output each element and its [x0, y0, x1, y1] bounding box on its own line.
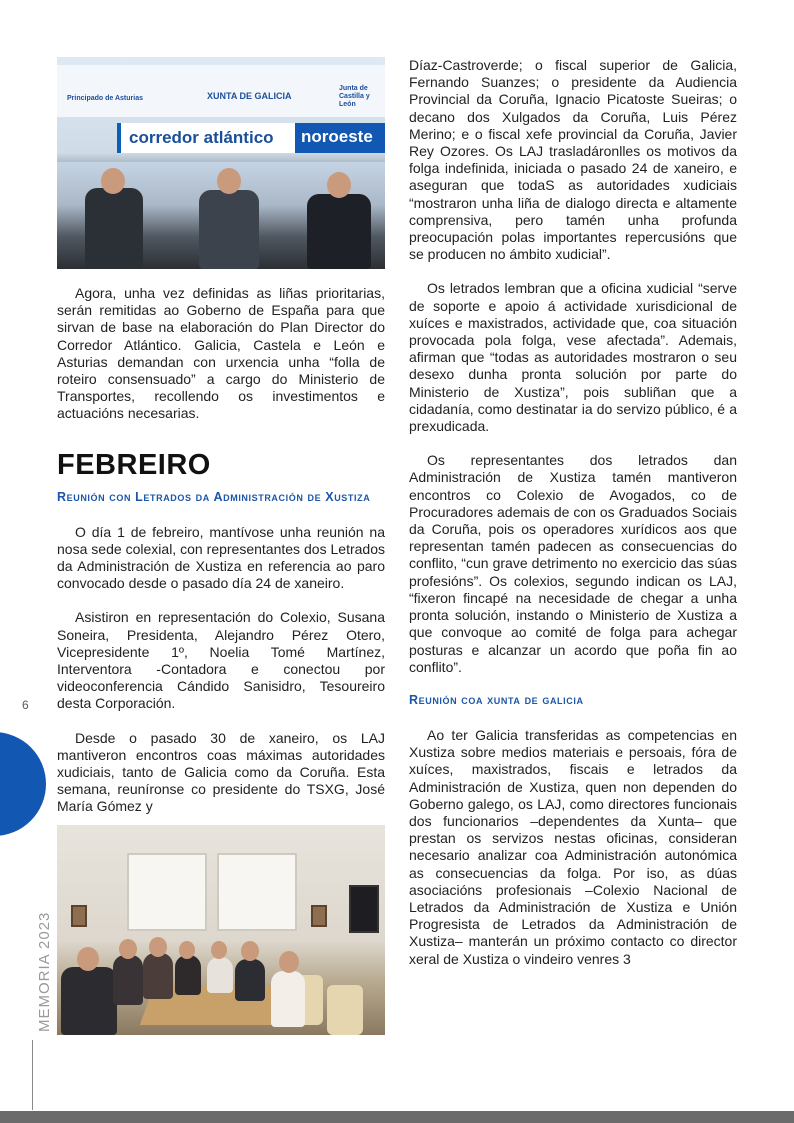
attendee — [175, 955, 201, 995]
attendee — [113, 955, 143, 1005]
panelist-right — [307, 194, 371, 269]
side-divider-line — [32, 1040, 33, 1110]
attendee-head — [119, 939, 137, 959]
panelist-left-head — [101, 168, 125, 194]
panelist-right-head — [327, 172, 351, 198]
attendee-head — [211, 941, 227, 959]
wall-frame-right — [311, 905, 327, 927]
panelist-center-head — [217, 168, 241, 194]
attendee — [143, 953, 173, 999]
paragraph-feb-1: O día 1 de febreiro, mantívose unha reunión na nosa sede colexial, con representantes dos Letrados da Administración de Xustiza en referencia ao paro convocado desde o pasado día 24 de xaneiro. — [57, 523, 385, 592]
attendee — [271, 971, 305, 1027]
page-number: 6 — [22, 698, 29, 712]
panelist-left — [85, 188, 143, 269]
section-subheading-xunta: Reunión coa xunta de galicia — [409, 692, 584, 707]
month-heading: FEBREIRO — [57, 448, 211, 481]
attendee-head — [179, 941, 195, 959]
window-right — [217, 853, 297, 931]
accent-circle — [0, 732, 46, 836]
attendee-head — [279, 951, 299, 973]
conference-photo — [57, 57, 385, 269]
asturias-logo: Principado de Asturias — [67, 95, 143, 102]
event-banner — [117, 123, 385, 153]
sponsor-banner — [57, 65, 385, 117]
event-banner-title: corredor atlántico — [129, 128, 274, 147]
side-label: MEMORIA 2023 — [36, 911, 53, 1032]
left-column — [57, 57, 385, 1035]
window-left — [127, 853, 207, 931]
attendee — [207, 957, 233, 993]
section-subheading-letrados: Reunión con Letrados da Administración de Xustiza — [57, 489, 371, 504]
attendee-head — [241, 941, 259, 961]
footer-bar — [0, 1111, 794, 1123]
attendee-head — [77, 947, 99, 971]
panelist-center — [199, 190, 259, 269]
xunta-logo: XUNTA DE GALICIA — [207, 91, 292, 101]
attendee — [61, 967, 117, 1035]
wall-screen — [349, 885, 379, 933]
paragraph-representantes: Os representantes dos letrados dan Administración de Xustiza tamén mantiveron encontros co Colexio de Avogados, co de Procuradores ademais de con os Graduados Sociais da Coruña, pois os operadores xurídicos aos que representan tamén padecen as consecuencias do conflito, “cun grave detrimento no exercicio das súas profesións”. Os colexios, segundo indican os LAJ, “fixeron fincapé na necesidade de chegar a unha pronta solución, instando o Ministerio de Xustiza a que convoque ao comité de folga para achegar posturas e alcanzar un acordo que poña fin ao conflito”. — [409, 452, 737, 675]
intro-paragraph: Agora, unha vez definidas as liñas prioritarias, serán remitidas ao Goberno de España para que sirvan de base na elaboración do Plan Director do Corredor Atlántico. Galicia, Castela e León e Asturias demandan con urxencia unha “folla de roteiro consensuado” a cargo do Ministerio de Transportes, recollendo os investimentos e actuacións necesarias. — [57, 285, 385, 422]
chair — [327, 985, 363, 1035]
wall-frame-left — [71, 905, 87, 927]
stage-panel — [57, 162, 385, 269]
meeting-photo — [57, 825, 385, 1035]
paragraph-feb-3: Desde o pasado 30 de xaneiro, os LAJ mantiveron encontros coas máximas autoridades xudiciais, tanto de Galicia como da Coruña. Esta semana, reuníronse co presidente do TSXG, José María Gómez y — [57, 729, 385, 815]
attendee — [235, 959, 265, 1001]
paragraph-xunta: Ao ter Galicia transferidas as competencias en Xustiza sobre medios materiais e persoais, fóra de xuíces, maxistrados, fiscais e letrados da Administración de Xustiza, quen non dependen do Goberno galego, os LAJ, como directores funcionais dos funcionarios –dependentes da Xunta– que prestan os servizos nestas oficinas, consideran necesario analizar coa Administración autonómica as consecuencias da folga. Por iso, as dúas asociacións profesionais –Colexio Nacional de Letrados da Administración de Xustiza e Unión Progresista de Letrados da Administración de Xustiza– manterán un próximo contacto co director xeral de Xustiza o vindeiro venres 3 — [409, 726, 737, 967]
attendee-head — [149, 937, 167, 957]
right-column — [409, 57, 737, 968]
castilla-logo: Junta de Castilla y León — [339, 85, 370, 108]
paragraph-feb-2: Asistiron en representación do Colexio, Susana Soneira, Presidenta, Alejandro Pérez Otero, Vicepresidente 1º, Noelia Tomé Martínez, Interventora -Contadora e conectou por videoconferencia Cándido Sanisidro, Tesoureiro desta Corporación. — [57, 609, 385, 712]
event-banner-accent: noroeste — [295, 123, 385, 153]
paragraph-oficina: Os letrados lembran que a oficina xudicial “serve de soporte e apoio á actividade xurisdicional de xuíces e maxistrados, actividade que, coa situación provocada pola folga, vese afectada”. Ademais, afirman que “todas as autoridades mostraron o seu desexo dunha pronta solución por parte do Ministerio de Xustiza”, pois subliñan que a cidadanía, como destinatar ia do servizo público, é a prexudicada. — [409, 280, 737, 435]
paragraph-continued: Díaz-Castroverde; o fiscal superior de Galicia, Fernando Suanzes; o presidente da Audiencia Provincial da Coruña, Ignacio Picatoste Sueiras; o decano dos Xulgados da Coruña, Luis Pérez Merino; e o fiscal xefe provincial da Coruña, Javier Rey Ozores. Os LAJ trasladáronlles os motivos da folga indefinida, iniciada o pasado 24 de xaneiro, e aseguran que todaS as autoridades xudiciais “mostraron unha liña de dialogo directa e altamente comprensiva, pero tamén unha profunda preocupación polas importantes repercusións que se producen no ámbito xudicial”. — [409, 57, 737, 263]
